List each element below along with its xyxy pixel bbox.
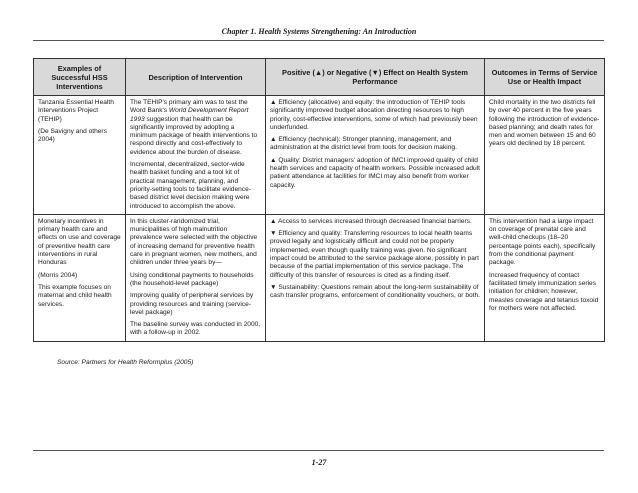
header-effect: Positive (▲) or Negative (▼) Effect on Health System Performance — [266, 59, 485, 96]
description-paragraph: In this cluster-randomized trial, municipalities of high malnutrition prevalence were selected with the objective of increasing demand for preventive health care in pregnant women, new mothers, and children under three years by— — [130, 217, 258, 267]
effect-item: ▲ Quality: District managers' adoption of IMCI improved quality of child health services and capacity of health workers. Possible increased adult patient attendance at facilities for IMCI may also benefit from worker capacity. — [270, 156, 481, 189]
page-number: 1-27 — [311, 458, 327, 467]
example-title: Tanzania Essential Health Interventions Project (TEHIP) — [38, 99, 114, 123]
example-citation: (De Savigny and others 2004) — [38, 127, 107, 144]
source-note: Source: Partners for Health Reformplus (2005) — [57, 359, 194, 366]
effect-item: ▲ Efficiency (allocative) and equity: the introduction of TEHIP tools significantly improved budget allocation directing resources to high priority, cost-effective interventions, some of which had previously been underfunded. — [270, 99, 478, 131]
example-title: Monetary incentives in primary health care and effects on use and coverage of preventive health care interventions in rural Honduras — [38, 217, 121, 267]
description-paragraph: Incremental, decentralized, sector-wide health basket funding and a tool kit of practical management, planning, and priority-setting tools to facilitate evidence-based district level decision making were introduced to accomplish the above. — [130, 161, 251, 210]
outcome-item: This intervention had a large impact on coverage of prenatal care and well-child checkups (18–20 percentage points each), specifically from the conditional payment package. — [489, 217, 596, 267]
footer-rule — [33, 450, 604, 451]
outcome-item: Child mortality in the two districts fell by over 40 percent in the five years following the introduction of evidence-based planning; and death rates for men and women between 15 and 60 years old declined by 18 percent. — [489, 99, 600, 148]
cell-outcomes — [485, 96, 605, 215]
cell-outcomes — [485, 214, 605, 341]
description-paragraph: The baseline survey was conducted in 2000, with a follow-up in 2002. — [130, 321, 261, 337]
outcome-item: Increased frequency of contact facilitated timely immunization series initiation for children; however, measles coverage and tetanus toxoid for mothers were not affected. — [489, 271, 599, 312]
hss-interventions-table — [33, 58, 605, 342]
effect-item: ▼ Sustainability: Questions remain about the long-term sustainability of cash transfer programs, enforcement of conditionality vouchers, or both. — [270, 283, 481, 300]
effect-item: ▼ Efficiency and quality: Transferring resources to local health teams proved legally and logistically difficult and could not be properly implemented, even though quality training was given. No significant impact could be attributed to the service package alone, possibly in part because of the partial implementation of this service package. The difficulty of this transfer of resources is cited as a finding itself. — [270, 230, 479, 279]
description-paragraph: Improving quality of peripheral services by providing resources and training (service-level package) — [130, 292, 254, 316]
example-note: This example focuses on maternal and child health services. — [38, 283, 112, 308]
cell-effects — [266, 96, 485, 215]
description-paragraph — [130, 99, 261, 157]
effect-item: ▲ Efficiency (technical): Stronger planning, management, and administration at the district level from tools for decision making. — [270, 136, 457, 152]
example-citation: (Morris 2004) — [38, 271, 78, 279]
header-description: Description of Intervention — [126, 59, 266, 96]
table-row-honduras — [34, 214, 605, 341]
description-text: The TEHIP's primary aim was to test the Word Bank's — [130, 99, 248, 115]
cell-description — [126, 96, 266, 215]
report-title: World Development Report 1993 — [130, 107, 249, 123]
header-rule — [33, 40, 604, 41]
description-paragraph: Using conditional payments to households (the household-level package) — [130, 271, 254, 287]
cell-effects — [266, 214, 485, 341]
cell-description — [126, 214, 266, 341]
running-head: Chapter 1. Health Systems Strengthening: An Introduction — [221, 27, 417, 36]
table-row-tehip — [34, 96, 605, 215]
description-text: suggestion that health can be significantly improved by adopting a minimum package of health interventions to respond directly and cost-effectively to evidence about the burden of disease. — [130, 115, 258, 156]
cell-example — [34, 96, 126, 215]
effect-item: ▲ Access to services increased through decreased financial barriers. — [270, 217, 472, 225]
header-examples: Examples of Successful HSS Interventions — [34, 59, 126, 96]
table-header-row — [34, 59, 605, 96]
header-outcomes: Outcomes in Terms of Service Use or Health Impact — [485, 59, 605, 96]
cell-example — [34, 214, 126, 341]
